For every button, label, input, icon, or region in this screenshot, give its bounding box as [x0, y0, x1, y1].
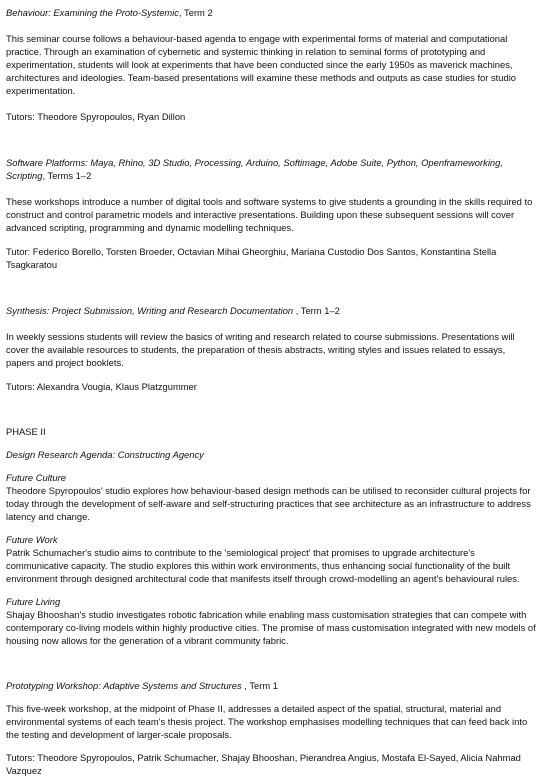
course-synthesis	[6, 304, 536, 393]
course-title-line	[6, 6, 536, 19]
course-title-line	[6, 679, 536, 692]
course-behaviour	[6, 6, 536, 123]
course-tutors: Tutors: Theodore Spyropoulos, Ryan Dillon	[6, 111, 186, 122]
course-tutors: Tutor: Federico Borello, Torsten Broeder, Octavian Mihai Gheorghiu, Mariana Custodio Dos Santos, Konstantina Stella Tsagkaratou	[6, 246, 497, 270]
studio-title: Future Work	[6, 534, 58, 545]
course-title: Software Platforms: Maya, Rhino, 3D Studio, Processing, Arduino, Softimage, Adobe Suite, Python, Openframeworking, Scripting	[6, 157, 503, 181]
course-tutors: Tutors: Theodore Spyropoulos, Patrik Schumacher, Shajay Bhooshan, Pierandrea Angius, Mostafa El-Sayed, Alicia Nahmad Vazquez	[6, 752, 521, 776]
course-description: In weekly sessions students will review the basics of writing and research related to course submissions. Presentations will cover the available resources to students, the preparation of thesis abstracts, writing styles and issues related to essays, papers and project booklets.	[6, 331, 515, 368]
studio-future-living	[6, 595, 536, 647]
course-term: , Terms 1–2	[42, 170, 92, 181]
course-term: , Term 1–2	[293, 305, 340, 316]
research-agenda-title: Design Research Agenda: Constructing Agency	[6, 449, 204, 460]
studio-description: Shajay Bhooshan's studio investigates robotic fabrication while enabling mass customisation strategies that can compete with contemporary co-living models within highly productive cities. The promise of mass customisation integrated with new models of housing now allows for the generation of a vibrant community fabric.	[6, 609, 536, 646]
course-tutors: Tutors: Alexandra Vougia, Klaus Platzgummer	[6, 381, 197, 392]
course-title: Synthesis: Project Submission, Writing and Research Documentation	[6, 305, 294, 316]
course-term: , Term 2	[179, 7, 213, 18]
studio-title: Future Living	[6, 596, 61, 607]
course-description: These workshops introduce a number of digital tools and software systems to give students a grounding in the skills required to construct and control parametric models and interactive presentations. Building upon these subsequent sessions will cover advanced scripting, programming and dynamic modelling techniques.	[6, 196, 533, 233]
phase-heading: PHASE II	[6, 426, 46, 437]
studio-future-culture	[6, 471, 536, 523]
studio-description: Theodore Spyropoulos' studio explores how behaviour-based design methods can be utilised to reconsider cultural projects for today through the development of self-aware and self-structuring practices that see architecture as an infrastructure to address latency and change.	[6, 485, 531, 522]
phase-section	[6, 425, 536, 647]
course-software-platforms	[6, 156, 536, 271]
studio-future-work	[6, 533, 536, 585]
studio-title: Future Culture	[6, 472, 66, 483]
course-title: Behaviour: Examining the Proto-Systemic	[6, 7, 179, 18]
document-page	[6, 6, 536, 777]
course-description: This five-week workshop, at the midpoint of Phase II, addresses a detailed aspect of the spatial, structural, material and environmental systems of each team's thesis project. The workshop emphasises modelling techniques that can feed back into the testing and development of larger-scale proposals.	[6, 703, 528, 740]
course-prototyping-workshop	[6, 679, 536, 777]
course-description: This seminar course follows a behaviour-based agenda to engage with experimental forms of material and computational practice. Through an examination of cybernetic and systemic thinking in relation to seminal forms of prototyping and experimentation, students will look at experiments that have been conducted since the early 1950s as maverick machines, architectures and ideologies. Team-based presentations will examine these methods and outputs as case studies for studio experimentation.	[6, 33, 517, 96]
studio-description: Patrik Schumacher's studio aims to contribute to the 'semiological project' that promises to upgrade architecture's communicative capacity. The studio explores this within work environments, thus enhancing social functionality of the built environment through designed architectural code that manifests itself through crowd-modelling an agent's behavioural rules.	[6, 547, 520, 584]
course-title-line	[6, 304, 536, 317]
course-title: Prototyping Workshop: Adaptive Systems and Structures	[6, 680, 242, 691]
course-term: , Term 1	[241, 680, 278, 691]
course-title-line	[6, 156, 536, 182]
